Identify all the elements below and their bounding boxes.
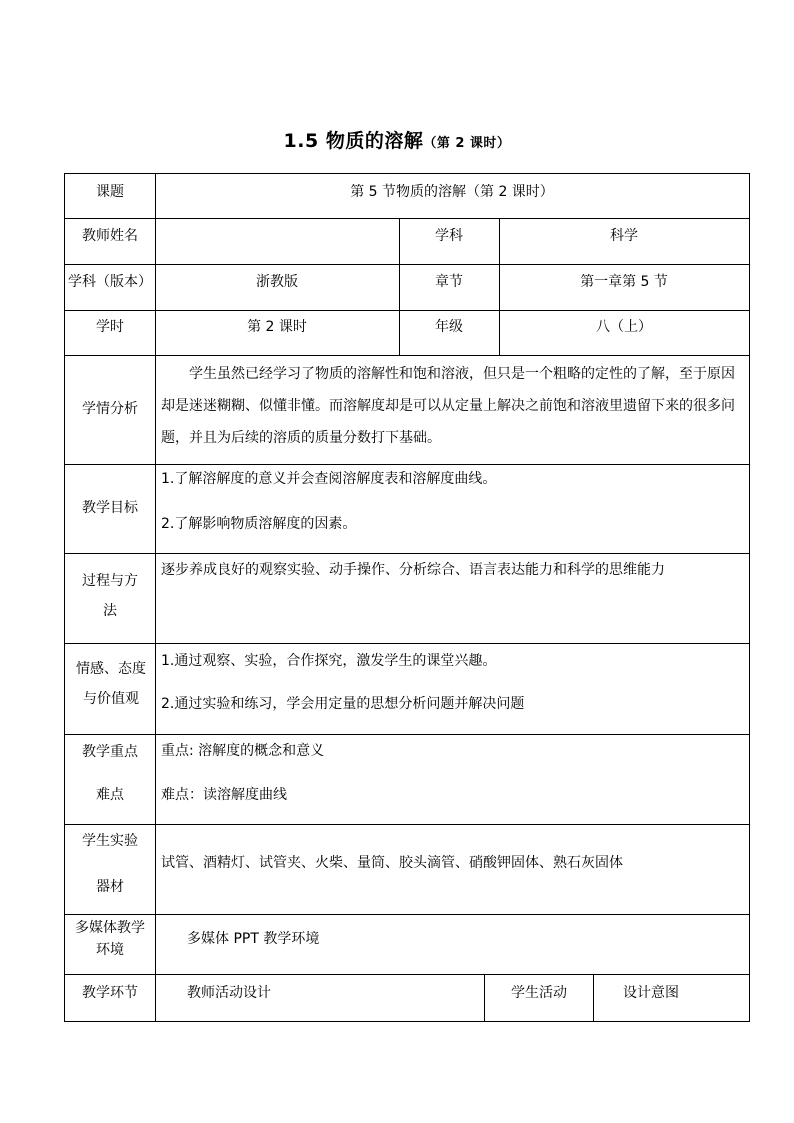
label-period: 学时 — [96, 319, 124, 335]
label-multimedia: 多媒体教学环境 — [75, 920, 145, 958]
edition-value: 浙教版 — [256, 274, 298, 290]
label-stages: 教学环节 — [82, 985, 138, 1001]
label-goals: 教学目标 — [82, 500, 138, 516]
page-title-main: 1.5 物质的溶解 — [283, 130, 424, 152]
row-divider — [65, 553, 749, 554]
goal-item-1: 1.了解溶解度的意义并会查阅溶解度表和溶解度曲线。 — [161, 471, 497, 487]
label-equipment-2: 器材 — [96, 879, 124, 895]
multimedia-text: 多媒体 PPT 教学环境 — [187, 931, 320, 947]
teacher-activity-header: 教师活动设计 — [187, 985, 271, 1001]
emotion-item-1: 1.通过观察、实验，合作探究，激发学生的课堂兴趣。 — [161, 653, 497, 669]
column-divider — [484, 974, 485, 1021]
label-keypoint: 教学重点 — [82, 744, 138, 760]
row-divider — [65, 734, 749, 735]
row-divider — [65, 914, 749, 915]
keypoint-text: 重点: 溶解度的概念和意义 — [161, 743, 325, 759]
row-divider — [65, 643, 749, 644]
column-divider — [593, 974, 594, 1021]
equipment-text: 试管、酒精灯、试管夹、火柴、量筒、胶头滴管、硝酸钾固体、熟石灰固体 — [161, 855, 623, 871]
row-divider — [65, 355, 749, 356]
row-divider — [65, 464, 749, 465]
chapter-value: 第一章第 5 节 — [580, 274, 668, 290]
process-text: 逐步养成良好的观察实验、动手操作、分析综合、语言表达能力和科学的思维能力 — [161, 562, 665, 578]
lesson-title-value: 第 5 节物质的溶解（第 2 课时） — [350, 184, 554, 200]
label-difficulty: 难点 — [96, 787, 124, 803]
label-subject: 学科 — [435, 228, 463, 244]
design-intent-header: 设计意图 — [623, 985, 679, 1001]
student-activity-header: 学生活动 — [511, 985, 567, 1001]
label-equipment-1: 学生实验 — [82, 833, 138, 849]
row-divider — [65, 974, 749, 975]
label-edition: 学科（版本） — [68, 274, 152, 290]
goal-item-2: 2.了解影响物质溶解度的因素。 — [161, 516, 357, 532]
analysis-text: 学生虽然已经学习了物质的溶解性和饱和溶液，但只是一个粗略的定性的了解，至于原因却是迷迷糊糊、似懂非懂。而溶解度却是可以从定量上解决之前饱和溶液里遗留下来的很多问题，并且为后续的溶质的质量分数打下基础。 — [161, 366, 735, 446]
row-divider — [65, 824, 749, 825]
label-process: 过程与方法 — [82, 573, 138, 619]
row-divider — [65, 310, 749, 311]
label-grade: 年级 — [435, 319, 463, 335]
label-lesson: 课题 — [96, 184, 124, 200]
lesson-plan-table — [64, 173, 750, 1022]
row-divider — [65, 264, 749, 265]
period-value: 第 2 课时 — [247, 319, 307, 335]
page-title — [0, 126, 794, 153]
page-title-sub: （第 2 课时） — [423, 136, 511, 151]
label-analysis: 学情分析 — [82, 401, 138, 417]
grade-value: 八（上） — [596, 319, 652, 335]
subject-value: 科学 — [610, 228, 638, 244]
label-teacher: 教师姓名 — [82, 228, 138, 244]
emotion-item-2: 2.通过实验和练习，学会用定量的思想分析问题并解决问题 — [161, 696, 525, 712]
label-chapter: 章节 — [435, 274, 463, 290]
label-emotion: 情感、态度与价值观 — [76, 661, 146, 707]
row-divider — [65, 218, 749, 219]
column-divider — [155, 174, 156, 1021]
difficulty-text: 难点：读溶解度曲线 — [161, 787, 287, 803]
